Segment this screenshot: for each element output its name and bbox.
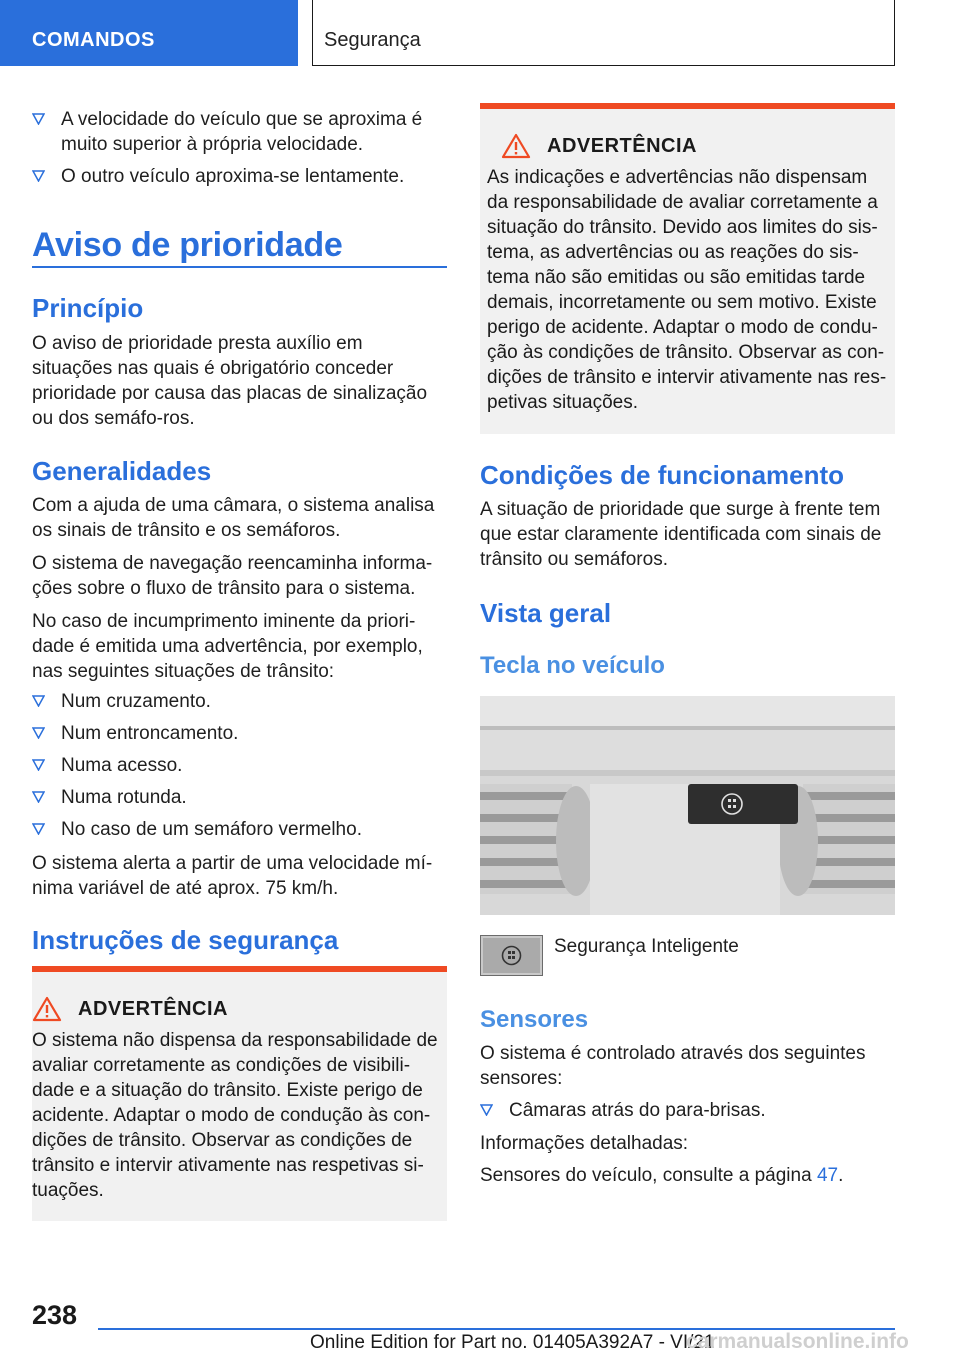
paragraph: O sistema de navegação reencaminha informa-ções sobre o fluxo de trânsito para o sistema. bbox=[32, 553, 433, 599]
paragraph: O sistema alerta a partir de uma velocidade mí-nima variável de até aprox. 75 km/h. bbox=[32, 853, 433, 899]
triangle-bullet-icon bbox=[32, 170, 45, 182]
paragraph: No caso de incumprimento iminente da priori-dade é emitida uma advertência, por exemplo, nas seguintes situações de trânsito: bbox=[32, 611, 423, 682]
dashboard-button-illustration bbox=[480, 696, 895, 915]
subheading-principio: Princípio bbox=[32, 293, 144, 323]
subheading-condicoes: Condições de funcionamento bbox=[480, 460, 845, 490]
list-item: Num entroncamento. bbox=[32, 721, 447, 746]
header-divider-right bbox=[894, 0, 895, 66]
subheading-vista-geral: Vista geral bbox=[480, 598, 612, 628]
triangle-bullet-icon bbox=[480, 1104, 493, 1116]
page-header-title: Segurança bbox=[324, 29, 421, 51]
triangle-bullet-icon bbox=[32, 113, 45, 125]
subheading-sensores: Sensores bbox=[480, 1006, 589, 1033]
list-item: Numa rotunda. bbox=[32, 785, 447, 810]
list-item: No caso de um semáforo vermelho. bbox=[32, 817, 447, 842]
warning-triangle-icon bbox=[501, 133, 531, 159]
triangle-bullet-icon bbox=[32, 727, 45, 739]
section-heading: Aviso de prioridade bbox=[32, 226, 343, 264]
heading-rule bbox=[32, 266, 447, 268]
page-number: 238 bbox=[32, 1300, 78, 1330]
triangle-bullet-icon bbox=[32, 823, 45, 835]
paragraph: A situação de prioridade que surge à frente tem que estar claramente identificada com sinais de trânsito ou semáforos. bbox=[480, 499, 882, 570]
page-link[interactable]: 47 bbox=[816, 1165, 839, 1186]
intelligent-safety-button-icon bbox=[480, 935, 543, 976]
subheading-instrucoes: Instruções de segurança bbox=[32, 925, 339, 955]
paragraph: O aviso de prioridade presta auxílio em situações nas quais é obrigatório conceder prioridade por causa das placas de sinalização ou dos semáfo-ros. bbox=[32, 333, 428, 429]
button-label: Segurança Inteligente bbox=[554, 936, 739, 957]
list-item: O outro veículo aproxima-se lentamente. bbox=[32, 164, 447, 189]
header-underline bbox=[312, 65, 895, 66]
header-divider-left bbox=[312, 0, 313, 66]
page-reference: Sensores do veículo, consulte a página 47. bbox=[480, 1165, 844, 1186]
warning-box bbox=[32, 966, 447, 1221]
warning-text: As indicações e advertências não dispensam da responsabilidade de avaliar corretamente a situação do trânsito. Devido aos limites do sis-tema, as advertências ou as reações do sis-tema não são emitidas ou são emitidas tarde demais, incorretamente ou sem motivo. Existe perigo de acidente. Adaptar o modo de condu-ção às condições de trânsito. Observar as con-dições de trânsito e intervir ativamente nas res-petivas situações. bbox=[487, 167, 887, 413]
section-tab: COMANDOS bbox=[0, 0, 298, 66]
paragraph: Com a ajuda de uma câmara, o sistema analisa os sinais de trânsito e os semáforos. bbox=[32, 495, 435, 541]
warning-text: O sistema não dispensa da responsabilidade de avaliar corretamente as condições de visibili-dade e a situação do trânsito. Existe perigo de acidente. Adaptar o modo de condução às con-dições de trânsito. Observar as condições de trânsito e intervir ativamente nas respetivas si-tuações. bbox=[32, 1030, 438, 1201]
triangle-bullet-icon bbox=[32, 759, 45, 771]
warning-title: ADVERTÊNCIA bbox=[547, 134, 697, 157]
list-item: Câmaras atrás do para-brisas. bbox=[480, 1098, 895, 1123]
warning-title: ADVERTÊNCIA bbox=[78, 997, 228, 1020]
list-item: A velocidade do veículo que se aproxima é muito superior à própria velocidade. bbox=[32, 107, 447, 157]
paragraph: O sistema é controlado através dos seguintes sensores: bbox=[480, 1043, 866, 1089]
triangle-bullet-icon bbox=[32, 695, 45, 707]
paragraph: Informações detalhadas: bbox=[480, 1133, 689, 1154]
list-item: Num cruzamento. bbox=[32, 689, 447, 714]
list-item: Numa acesso. bbox=[32, 753, 447, 778]
warning-box bbox=[480, 103, 895, 434]
triangle-bullet-icon bbox=[32, 791, 45, 803]
watermark: carmanualsonline.info bbox=[686, 1330, 909, 1353]
warning-header bbox=[32, 996, 447, 1022]
subheading-generalidades: Generalidades bbox=[32, 456, 212, 486]
warning-triangle-icon bbox=[32, 996, 62, 1022]
subheading-tecla: Tecla no veículo bbox=[480, 652, 665, 679]
edition-info: Online Edition for Part no. 01405A392A7 - VI/21 bbox=[310, 1332, 715, 1353]
warning-header bbox=[487, 133, 888, 159]
